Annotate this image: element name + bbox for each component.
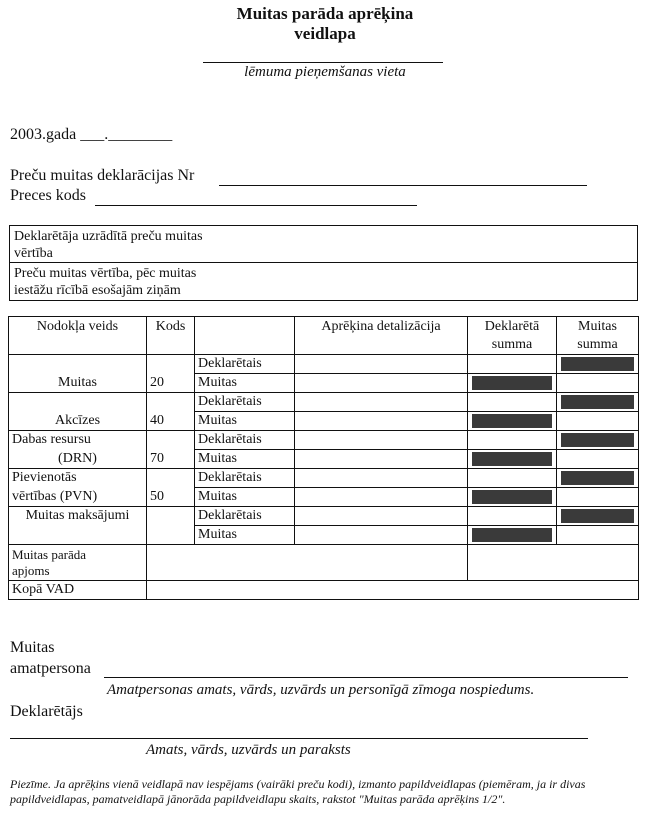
goods-code-label: Preces kods [10, 187, 86, 204]
declared-sum-cell[interactable] [468, 355, 557, 374]
shaded-cell [468, 412, 557, 431]
declaration-label: Preču muitas deklarācijas Nr [10, 167, 195, 184]
table-row [9, 469, 639, 488]
row-label-declared: Deklarētais [195, 355, 295, 374]
row-label-declared: Deklarētais [195, 393, 295, 412]
debt-amount-sum-cell[interactable] [468, 545, 639, 581]
detail-cell[interactable] [295, 412, 468, 431]
shaded-cell [468, 526, 557, 545]
detail-cell[interactable] [295, 526, 468, 545]
authority-value-label-2: iestāžu rīcībā esošajām ziņām [14, 283, 181, 298]
form-title [0, 4, 650, 44]
declarant-caption: Amats, vārds, uzvārds un paraksts [146, 742, 351, 758]
declared-sum-cell[interactable] [468, 507, 557, 526]
total-value-cell[interactable] [147, 581, 639, 600]
tax-type-natural-resources-abbr: (DRN) [9, 450, 147, 469]
detail-cell[interactable] [295, 507, 468, 526]
declarant-label: Deklarētājs [10, 703, 83, 720]
detail-cell[interactable] [295, 355, 468, 374]
row-label-customs: Muitas [195, 488, 295, 507]
row-label-customs: Muitas [195, 412, 295, 431]
header-blank [195, 317, 295, 355]
place-caption: lēmuma pieņemšanas vieta [244, 64, 406, 80]
tax-type-customs-payments: Muitas maksājumi [9, 507, 147, 526]
customs-sum-cell[interactable] [557, 412, 639, 431]
declared-value-row[interactable] [10, 226, 637, 263]
row-label-declared: Deklarētais [195, 469, 295, 488]
row-label-customs: Muitas [195, 450, 295, 469]
customs-sum-cell[interactable] [557, 488, 639, 507]
authority-value-label-1: Preču muitas vērtība, pēc muitas [14, 266, 197, 281]
footnote: Piezīme. Ja aprēķins vienā veidlapā nav iespējams (vairāki preču kodi), izmanto papildveidlapas (piemēram, ja ir divas papildveidlapas, pamatveidlapā jānorāda papildveidlapu skaits, rakstot "Muitas parāda aprēķins 1/2". [10, 777, 586, 806]
tax-code: 40 [147, 412, 195, 431]
table-row [9, 526, 639, 545]
table-row [9, 431, 639, 450]
customs-value-box [9, 225, 638, 301]
official-label-2: amatpersona [10, 660, 91, 677]
table-row [9, 393, 639, 412]
declared-value-label-2: vērtība [14, 246, 53, 261]
detail-cell[interactable] [295, 469, 468, 488]
customs-sum-cell[interactable] [557, 374, 639, 393]
header-tax-type: Nodokļa veids [9, 317, 147, 355]
shaded-cell [557, 469, 639, 488]
shaded-cell [557, 507, 639, 526]
detail-cell[interactable] [295, 393, 468, 412]
tax-code: 50 [147, 488, 195, 507]
detail-cell[interactable] [295, 488, 468, 507]
header-code: Kods [147, 317, 195, 355]
declaration-number-field[interactable] [219, 185, 587, 186]
tax-type-excise: Akcīzes [9, 412, 147, 431]
shaded-cell [557, 431, 639, 450]
shaded-cell [468, 374, 557, 393]
table-row [9, 450, 639, 469]
official-signature-field[interactable] [104, 677, 628, 678]
detail-cell[interactable] [295, 431, 468, 450]
row-label-declared: Deklarētais [195, 431, 295, 450]
debt-amount-label: Muitas parāda apjoms [9, 545, 147, 581]
goods-code-field[interactable] [95, 205, 417, 206]
tax-type-natural-resources: Dabas resursu [9, 431, 147, 450]
table-row [9, 374, 639, 393]
row-label-declared: Deklarētais [195, 507, 295, 526]
detail-cell[interactable] [295, 374, 468, 393]
debt-amount-row [9, 545, 639, 581]
customs-sum-cell[interactable] [557, 450, 639, 469]
official-label-1: Muitas [10, 639, 55, 656]
tax-type-customs: Muitas [9, 374, 147, 393]
shaded-cell [557, 393, 639, 412]
header-customs-sum: Muitas summa [557, 317, 639, 355]
table-row [9, 488, 639, 507]
header-declared-sum: Deklarētā summa [468, 317, 557, 355]
customs-sum-cell[interactable] [557, 526, 639, 545]
official-caption: Amatpersonas amats, vārds, uzvārds un personīgā zīmoga nospiedums. [107, 682, 535, 698]
total-row [9, 581, 639, 600]
table-row [9, 355, 639, 374]
table-row [9, 507, 639, 526]
declarant-signature-field[interactable] [10, 738, 588, 739]
row-label-customs: Muitas [195, 374, 295, 393]
detail-cell[interactable] [295, 450, 468, 469]
table-header-row [9, 317, 639, 355]
authority-value-row[interactable] [10, 263, 637, 300]
date-field[interactable]: 2003.gada ___.________ [10, 126, 173, 143]
title-line-2: veidlapa [294, 24, 356, 43]
declared-value-label-1: Deklarētāja uzrādītā preču muitas [14, 229, 203, 244]
calculation-table [8, 316, 639, 600]
debt-amount-cell[interactable] [147, 545, 468, 581]
shaded-cell [468, 488, 557, 507]
place-field-line[interactable] [203, 62, 443, 63]
title-line-1: Muitas parāda aprēķina [236, 4, 414, 23]
tax-code: 70 [147, 450, 195, 469]
declared-sum-cell[interactable] [468, 393, 557, 412]
tax-code: 20 [147, 374, 195, 393]
total-label: Kopā VAD [9, 581, 147, 600]
tax-type-vat: Pievienotās [9, 469, 147, 488]
declared-sum-cell[interactable] [468, 469, 557, 488]
shaded-cell [557, 355, 639, 374]
declared-sum-cell[interactable] [468, 431, 557, 450]
tax-type-vat-abbr: vērtības (PVN) [9, 488, 147, 507]
header-detail: Aprēķina detalizācija [295, 317, 468, 355]
shaded-cell [468, 450, 557, 469]
row-label-customs: Muitas [195, 526, 295, 545]
table-row [9, 412, 639, 431]
